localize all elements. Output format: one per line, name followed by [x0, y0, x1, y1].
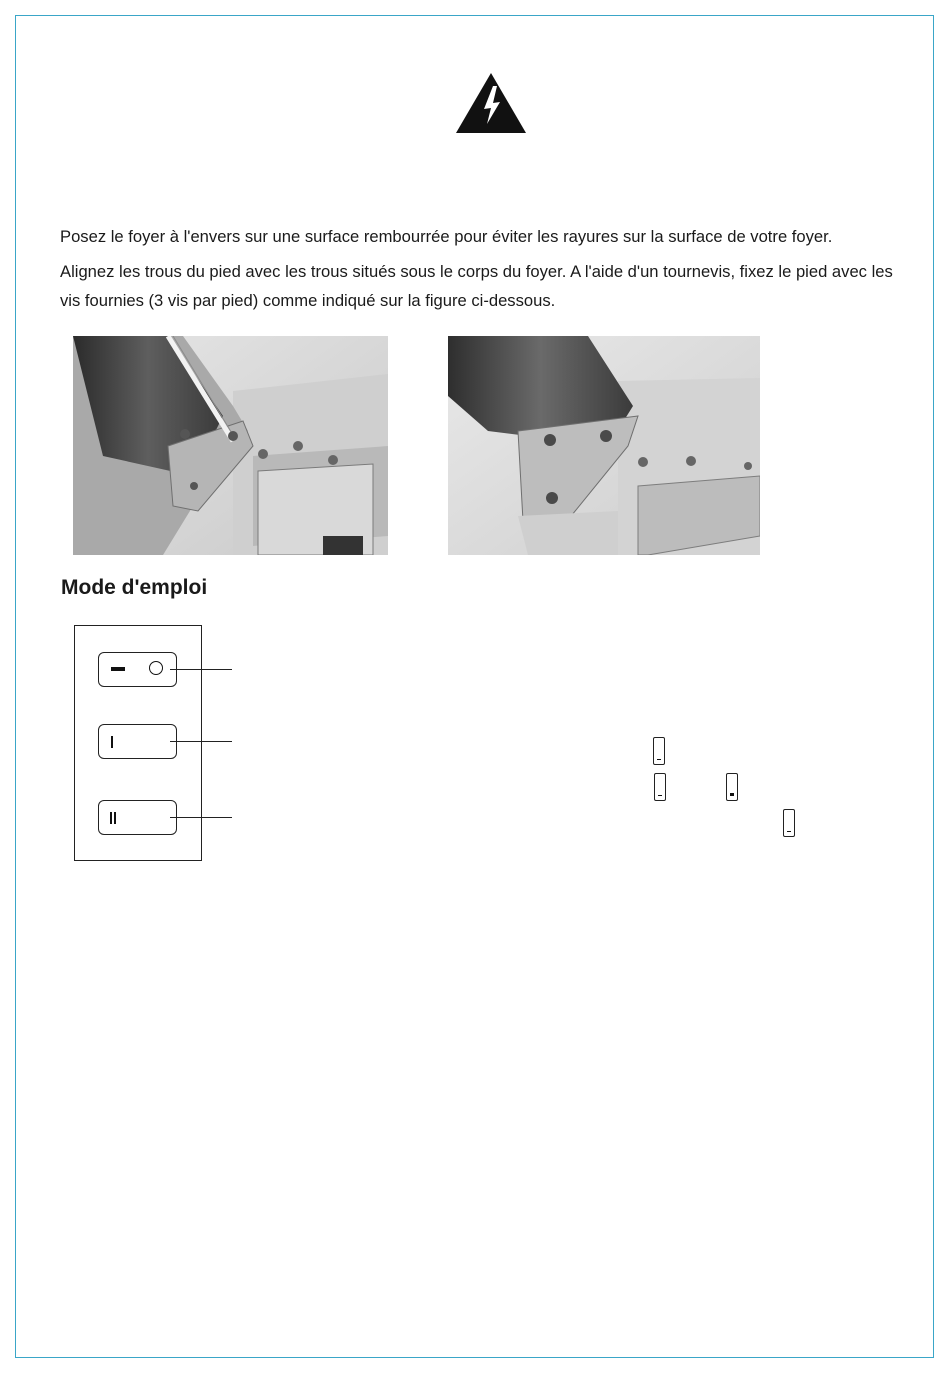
photo-fixed-foot	[448, 336, 760, 555]
inline-switch-icon	[783, 809, 795, 837]
leader-line-position-two	[170, 817, 232, 818]
position-two-icon-bar-b	[114, 812, 116, 824]
electrical-hazard-icon	[455, 72, 527, 134]
off-dash-icon	[111, 667, 125, 671]
photo-screwing-foot	[73, 336, 388, 555]
position-one-switch	[98, 724, 177, 759]
leader-line-off	[170, 669, 232, 670]
instruction-paragraph-1: Posez le foyer à l'envers sur une surface rembourrée pour éviter les rayures sur la surface de votre foyer.	[60, 227, 833, 246]
position-two-icon-bar-a	[110, 812, 112, 824]
off-switch	[98, 652, 177, 687]
instruction-paragraph-2: Alignez les trous du pied avec les trous situés sous le corps du foyer. A l'aide d'un tournevis, fixez le pied avec les vis fournies (3 vis par pied) comme indiqué sur la figure ci-dessous.	[60, 262, 893, 310]
position-two-switch	[98, 800, 177, 835]
leader-line-position-one	[170, 741, 232, 742]
off-circle-icon	[149, 661, 163, 675]
inline-switch-icon	[654, 773, 666, 801]
inline-switch-icon	[726, 773, 738, 801]
inline-switch-icon	[653, 737, 665, 765]
section-title: Mode d'emploi	[61, 576, 208, 599]
position-one-icon	[111, 736, 113, 748]
